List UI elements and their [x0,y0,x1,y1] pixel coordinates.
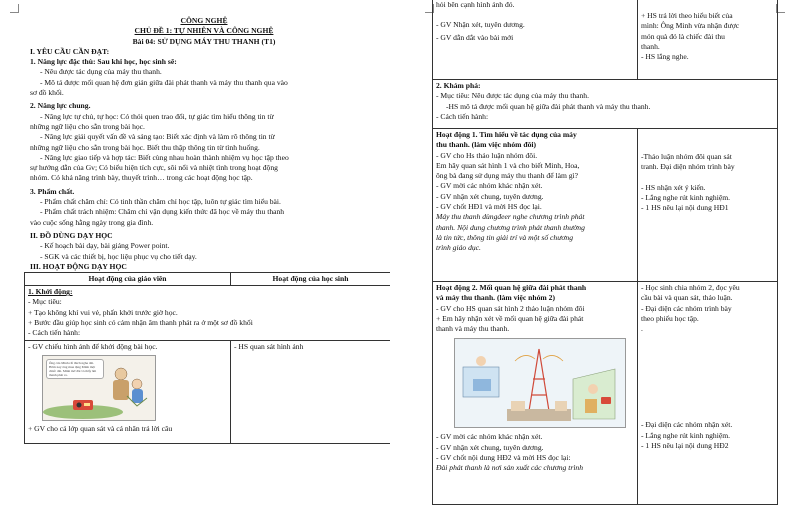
text-line: - Đại diện các nhóm nhận xét. [641,420,733,430]
text-line: - GV nhận xét chung, tuyên dương. [436,442,544,452]
table-row [433,80,778,129]
section-title: III. HOẠT ĐỘNG DẠY HỌC [30,261,127,271]
text-line: - HS quan sát hình ảnh [234,341,304,351]
table-header-student: Hoạt động của học sinh [231,273,391,286]
topic-title: CHỦ ĐỀ 1: TỰ NHIÊN VÀ CÔNG NGHỆ [134,26,274,36]
text-line: - GV chốt HĐ1 và mời HS đọc lại. [436,202,542,212]
text-line: những ngữ liệu cho sẵn trong bài học. [30,121,145,131]
text-line: hỏi bên cạnh hình ảnh đó. [436,0,515,9]
text-line: vào cuộc sống hằng ngày trong gia đình. [30,217,154,227]
text-line: 1. Khởi động: [28,287,73,297]
text-line: . [641,324,643,334]
text-line: theo phiếu học tập. [641,313,699,323]
text-line: Em hãy quan sát hình 1 và cho biết Minh, Hoa, [436,160,580,170]
table-header-teacher: Hoạt động của giáo viên [25,273,231,286]
section-heading: 2. Khám phá: [436,81,481,90]
text-line: - GV chốt nội dung HĐ2 và mời HS đọc lại: [436,453,571,463]
subject-title: CÔNG NGHỆ [180,16,228,25]
section-title: I. YÊU CẦU CẦN ĐẠT: [30,46,110,56]
text-line: - Mục tiêu: Nêu được tác dụng của máy thu thanh. [436,91,590,101]
table-row [433,0,778,80]
lesson-title: Bài 04: SỬ DỤNG MÁY THU THANH (T1) [132,36,276,46]
text-line: thanh. Nội dung chương trình phát thanh thường [436,222,585,232]
text-line: - GV nhận xét chung, tuyên dương. [436,191,544,201]
text-line: - 1 HS nêu lại nội dung HĐ2 [641,441,729,451]
text-line: - 1 HS nêu lại nội dung HĐ1 [641,203,729,213]
text-line: + Tạo không khí vui vẻ, phấn khởi trước giờ học. [28,307,178,317]
activity-heading: Hoạt động 1. Tìm hiểu về tác dụng của máy [436,130,577,139]
activity-table [24,272,390,443]
station-radio-illustration [455,339,625,427]
table-row [25,340,391,443]
text-line: là tin tức, thông tin giải trí và một số chương [436,232,573,242]
heading: 1. Năng lực đặc thù: Sau khi học, học sinh sẽ: [30,57,177,67]
text-line: ông bà đang sử dụng máy thu thanh để làm gì? [436,171,579,181]
text-line: - Năng lực giải quyết vấn đề và sáng tạo: Biết xác định và làm rõ thông tin từ [40,132,275,142]
text-line: - Mô tả được mối quan hệ đơn giản giữa đài phát thanh và máy thu thanh qua vào [40,77,288,87]
text-line: - GV dẫn dắt vào bài mới [436,32,514,42]
text-line: - Năng lực tự chủ, tự học: Có thói quen trao đổi, tự giác tìm hiểu thông tin từ [40,111,274,121]
table-row [25,286,391,340]
text-line: -Thảo luận nhóm đôi quan sát [641,152,732,161]
heading: 3. Phẩm chất. [30,186,75,196]
text-line: Đài phát thanh là nơi sản xuất các chương trình [436,463,584,473]
grandpa-radio-illustration [43,356,155,420]
text-line: sự hướng dẫn của Gv; Có biểu hiện tích cực, sôi nổi và nhiệt tình trong hoạt động [30,163,278,173]
text-line: - Nêu được tác dụng của máy thu thanh. [40,67,162,77]
text-line: - Phẩm chất chăm chỉ: Có tinh thần chăm chỉ học tập, luôn tự giác tìm hiểu bài. [40,197,281,207]
section-title: II. ĐỒ DÙNG DẠY HỌC [30,230,113,240]
text-line: thanh và máy thu thanh. [436,324,510,334]
text-line: + Em hãy nhận xét về mối quan hệ giữa đài phát [436,313,584,323]
text-line: - Đại diện các nhóm trình bày [641,303,732,313]
activity-heading: Hoạt động 2. Mối quan hệ giữa đài phát thanh [436,283,587,292]
text-line: những ngữ liệu cho sẵn trong bài học. Biết thu thập thông tin từ tình huống. [30,142,260,152]
broadcast-illustration [454,338,626,428]
text-line: trình giáo dục. [436,243,481,253]
crop-mark [10,4,19,13]
text-line: - Phẩm chất trách nhiệm: Chăm chỉ vận dụng kiến thức đã học về máy thu thanh [40,207,285,217]
text-line: - HS lắng nghe. [641,52,689,62]
activity-table-continued [432,0,778,505]
heading: 2. Năng lực chung. [30,101,91,111]
text-line: tranh. Đại diện nhóm trình bày [641,162,735,172]
text-line: sơ đồ khối. [30,88,64,98]
text-line: - SGK và các thiết bị, học liệu phục vụ cho tiết dạy. [40,251,197,261]
text-line: thanh. [641,41,660,51]
text-line: - Học sinh chia nhóm 2, đọc yêu [641,283,740,292]
text-line: -HS mô tả được mối quan hệ giữa đài phát thanh và máy thu thanh. [446,101,651,111]
text-line: - Cách tiến hành: [28,328,81,338]
text-line: Máy thu thanh dùngđeer nghe chương trình phát [436,212,585,222]
text-line: - GV cho Hs thảo luận nhóm đôi. [436,150,538,160]
text-line: + GV cho cả lớp quan sát và cá nhân trả lời câu [28,423,173,433]
text-line: - GV mời các nhóm khác nhận xét. [436,432,543,442]
left-page [10,0,390,529]
table-row [433,129,778,282]
text-line: + HS trả lời theo hiểu biết của [641,11,733,20]
text-line: - GV mời các nhóm khác nhận xét. [436,181,543,191]
text-line: món quà đó là chiếc đài thu [641,31,725,41]
activity-heading: thu thanh. (làm việc nhóm đôi) [436,140,536,150]
text-line: - GV Nhận xét, tuyên dương. [436,20,525,30]
speech-bubble: Ông của Minh rất thích nghe đài. Hôm nay ông mua tặng Minh một chiếc đài. Minh mở đài và thấy âm thanh phát ra. [46,359,104,379]
table-row [433,282,778,505]
text-line: - Cách tiến hành: [436,111,489,121]
text-line: - Lắng nghe rút kinh nghiệm. [641,192,730,202]
text-line: - GV cho HS quan sát hình 2 thảo luận nhóm đôi [436,303,585,313]
text-line: cầu bài và quan sát, thảo luận. [641,293,733,303]
text-line: mình: Ông Minh vừa nhận được [641,21,740,31]
text-line: - GV chiếu hình ảnh để khởi động bài học. [28,341,158,351]
right-page [425,0,785,529]
text-line: - Mục tiêu: [28,297,62,307]
text-line: - HS nhận xét ý kiến. [641,182,706,192]
activity-heading: và máy thu thanh. (làm việc nhóm 2) [436,293,555,303]
text-line: - Kế hoạch bài dạy, bài giảng Power point. [40,241,170,251]
lesson-illustration [42,355,156,421]
text-line: nhóm. Có khả năng trình bày, thuyết trình… trong các hoạt động học tập. [30,173,253,183]
text-line: - Năng lực giao tiếp và hợp tác: Biết cùng nhau hoàn thành nhiệm vụ học tập theo [40,152,289,162]
text-line: - Lắng nghe rút kinh nghiệm. [641,430,730,440]
text-line: + Bước đầu giúp học sinh có cảm nhận âm thanh phát ra ở một sơ đồ khối [28,318,253,328]
